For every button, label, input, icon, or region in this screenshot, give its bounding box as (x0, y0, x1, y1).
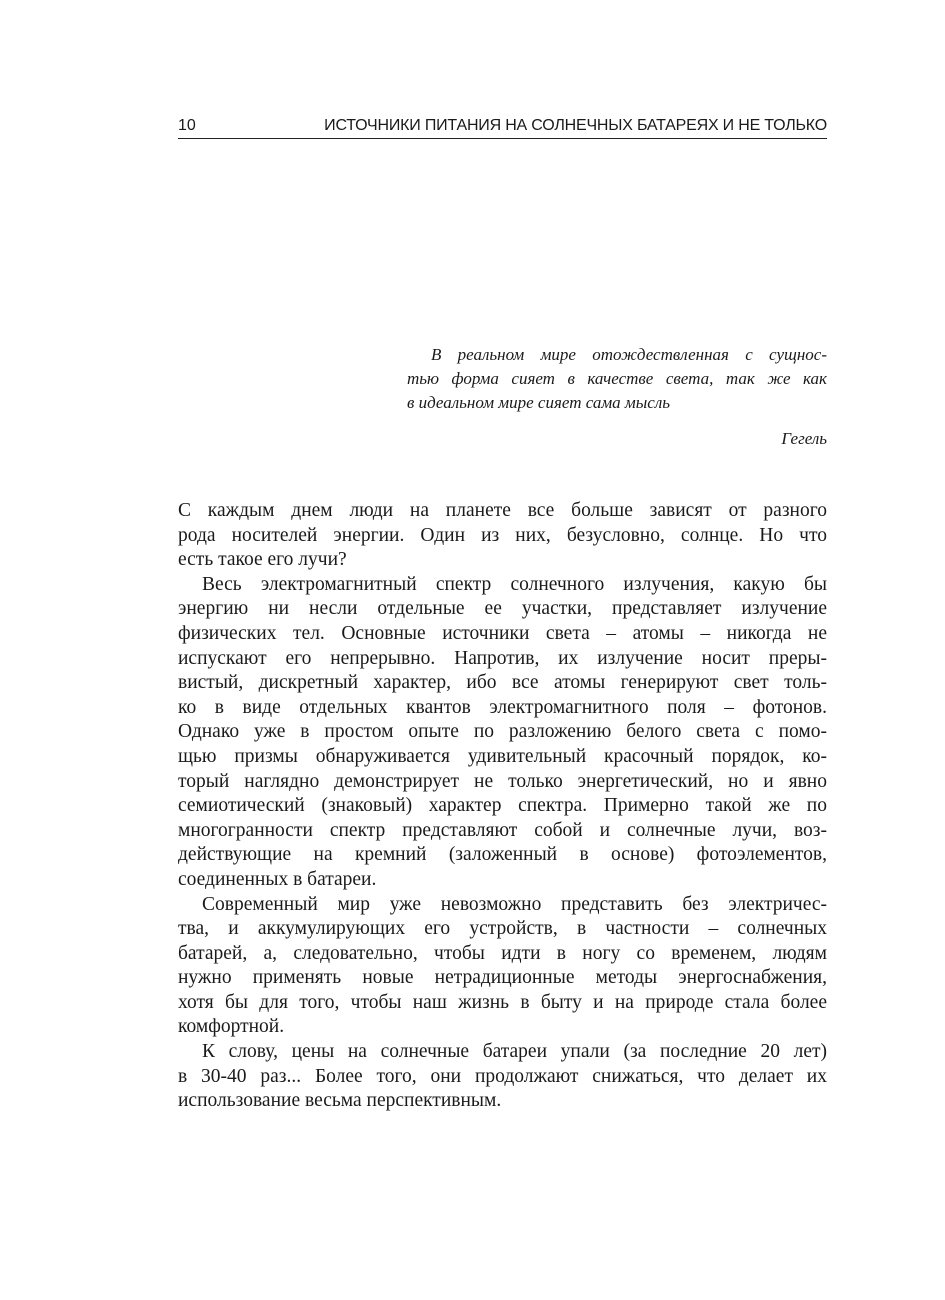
text-line: ко в виде отдельных квантов электромагнитного поля – фотонов. (178, 696, 827, 718)
paragraph-1 (178, 499, 827, 573)
text-line: щью призмы обнаруживается удивительный красочный порядок, ко- (178, 745, 827, 767)
page-number: 10 (178, 117, 196, 134)
text-line: соединенных в батареи. (178, 868, 377, 890)
text-line: есть такое его лучи? (178, 549, 347, 571)
text-line: Современный мир уже невозможно представить без электричес- (202, 893, 827, 915)
epigraph-line: тью форма сияет в качестве света, так же как (407, 369, 827, 388)
text-line: многогранности спектр представляют собой и солнечные лучи, воз- (178, 819, 827, 841)
text-line: вистый, дискретный характер, ибо все атомы генерируют свет толь- (178, 672, 827, 694)
paragraph-4 (178, 1040, 827, 1114)
text-line: семиотический (знаковый) характер спектра. Примерно такой же по (178, 795, 827, 817)
text-line: К слову, цены на солнечные батареи упали (за последние 20 лет) (202, 1041, 827, 1063)
text-line: физических тел. Основные источники света – атомы – никогда не (178, 622, 827, 644)
text-line: батарей, а, следовательно, чтобы идти в ногу со временем, людям (178, 942, 827, 964)
paragraph-3 (178, 893, 827, 1041)
text-line: в 30-40 раз... Более того, они продолжают снижаться, что делает их (178, 1065, 827, 1087)
epigraph (407, 343, 827, 451)
body-text (178, 499, 827, 1114)
text-line: хотя бы для того, чтобы наш жизнь в быту и на природе стала более (178, 991, 827, 1013)
text-line: торый наглядно демонстрирует не только энергетический, но и явно (178, 770, 827, 792)
text-line: испускают его непрерывно. Напротив, их излучение носит преры- (178, 647, 827, 669)
text-line: Весь электромагнитный спектр солнечного излучения, какую бы (202, 573, 827, 595)
epigraph-line: в идеальном мире сияет сама мысль (407, 393, 670, 412)
text-line: энергию ни несли отдельные ее участки, представляет излучение (178, 598, 827, 620)
running-head (178, 114, 827, 139)
text-line: рода носителей энергии. Один из них, безусловно, солнце. Но что (178, 524, 827, 546)
epigraph-author: Гегель (781, 429, 827, 448)
paragraph-2 (178, 573, 827, 893)
text-line: нужно применять новые нетрадиционные методы энергоснабжения, (178, 967, 827, 989)
text-line: действующие на кремний (заложенный в основе) фотоэлементов, (178, 844, 827, 866)
text-line: использование весьма перспективным. (178, 1090, 502, 1112)
text-line: комфортной. (178, 1016, 285, 1038)
text-line: Однако уже в простом опыте по разложению белого света с помо- (178, 721, 827, 743)
running-title: ИСТОЧНИКИ ПИТАНИЯ НА СОЛНЕЧНЫХ БАТАРЕЯХ И НЕ ТОЛЬКО (324, 117, 827, 134)
text-line: С каждым днем люди на планете все больше зависят от разного (178, 500, 827, 521)
text-line: тва, и аккумулирующих его устройств, в частности – солнечных (178, 918, 827, 940)
epigraph-line: В реальном мире отождествленная с сущнос- (431, 345, 827, 364)
